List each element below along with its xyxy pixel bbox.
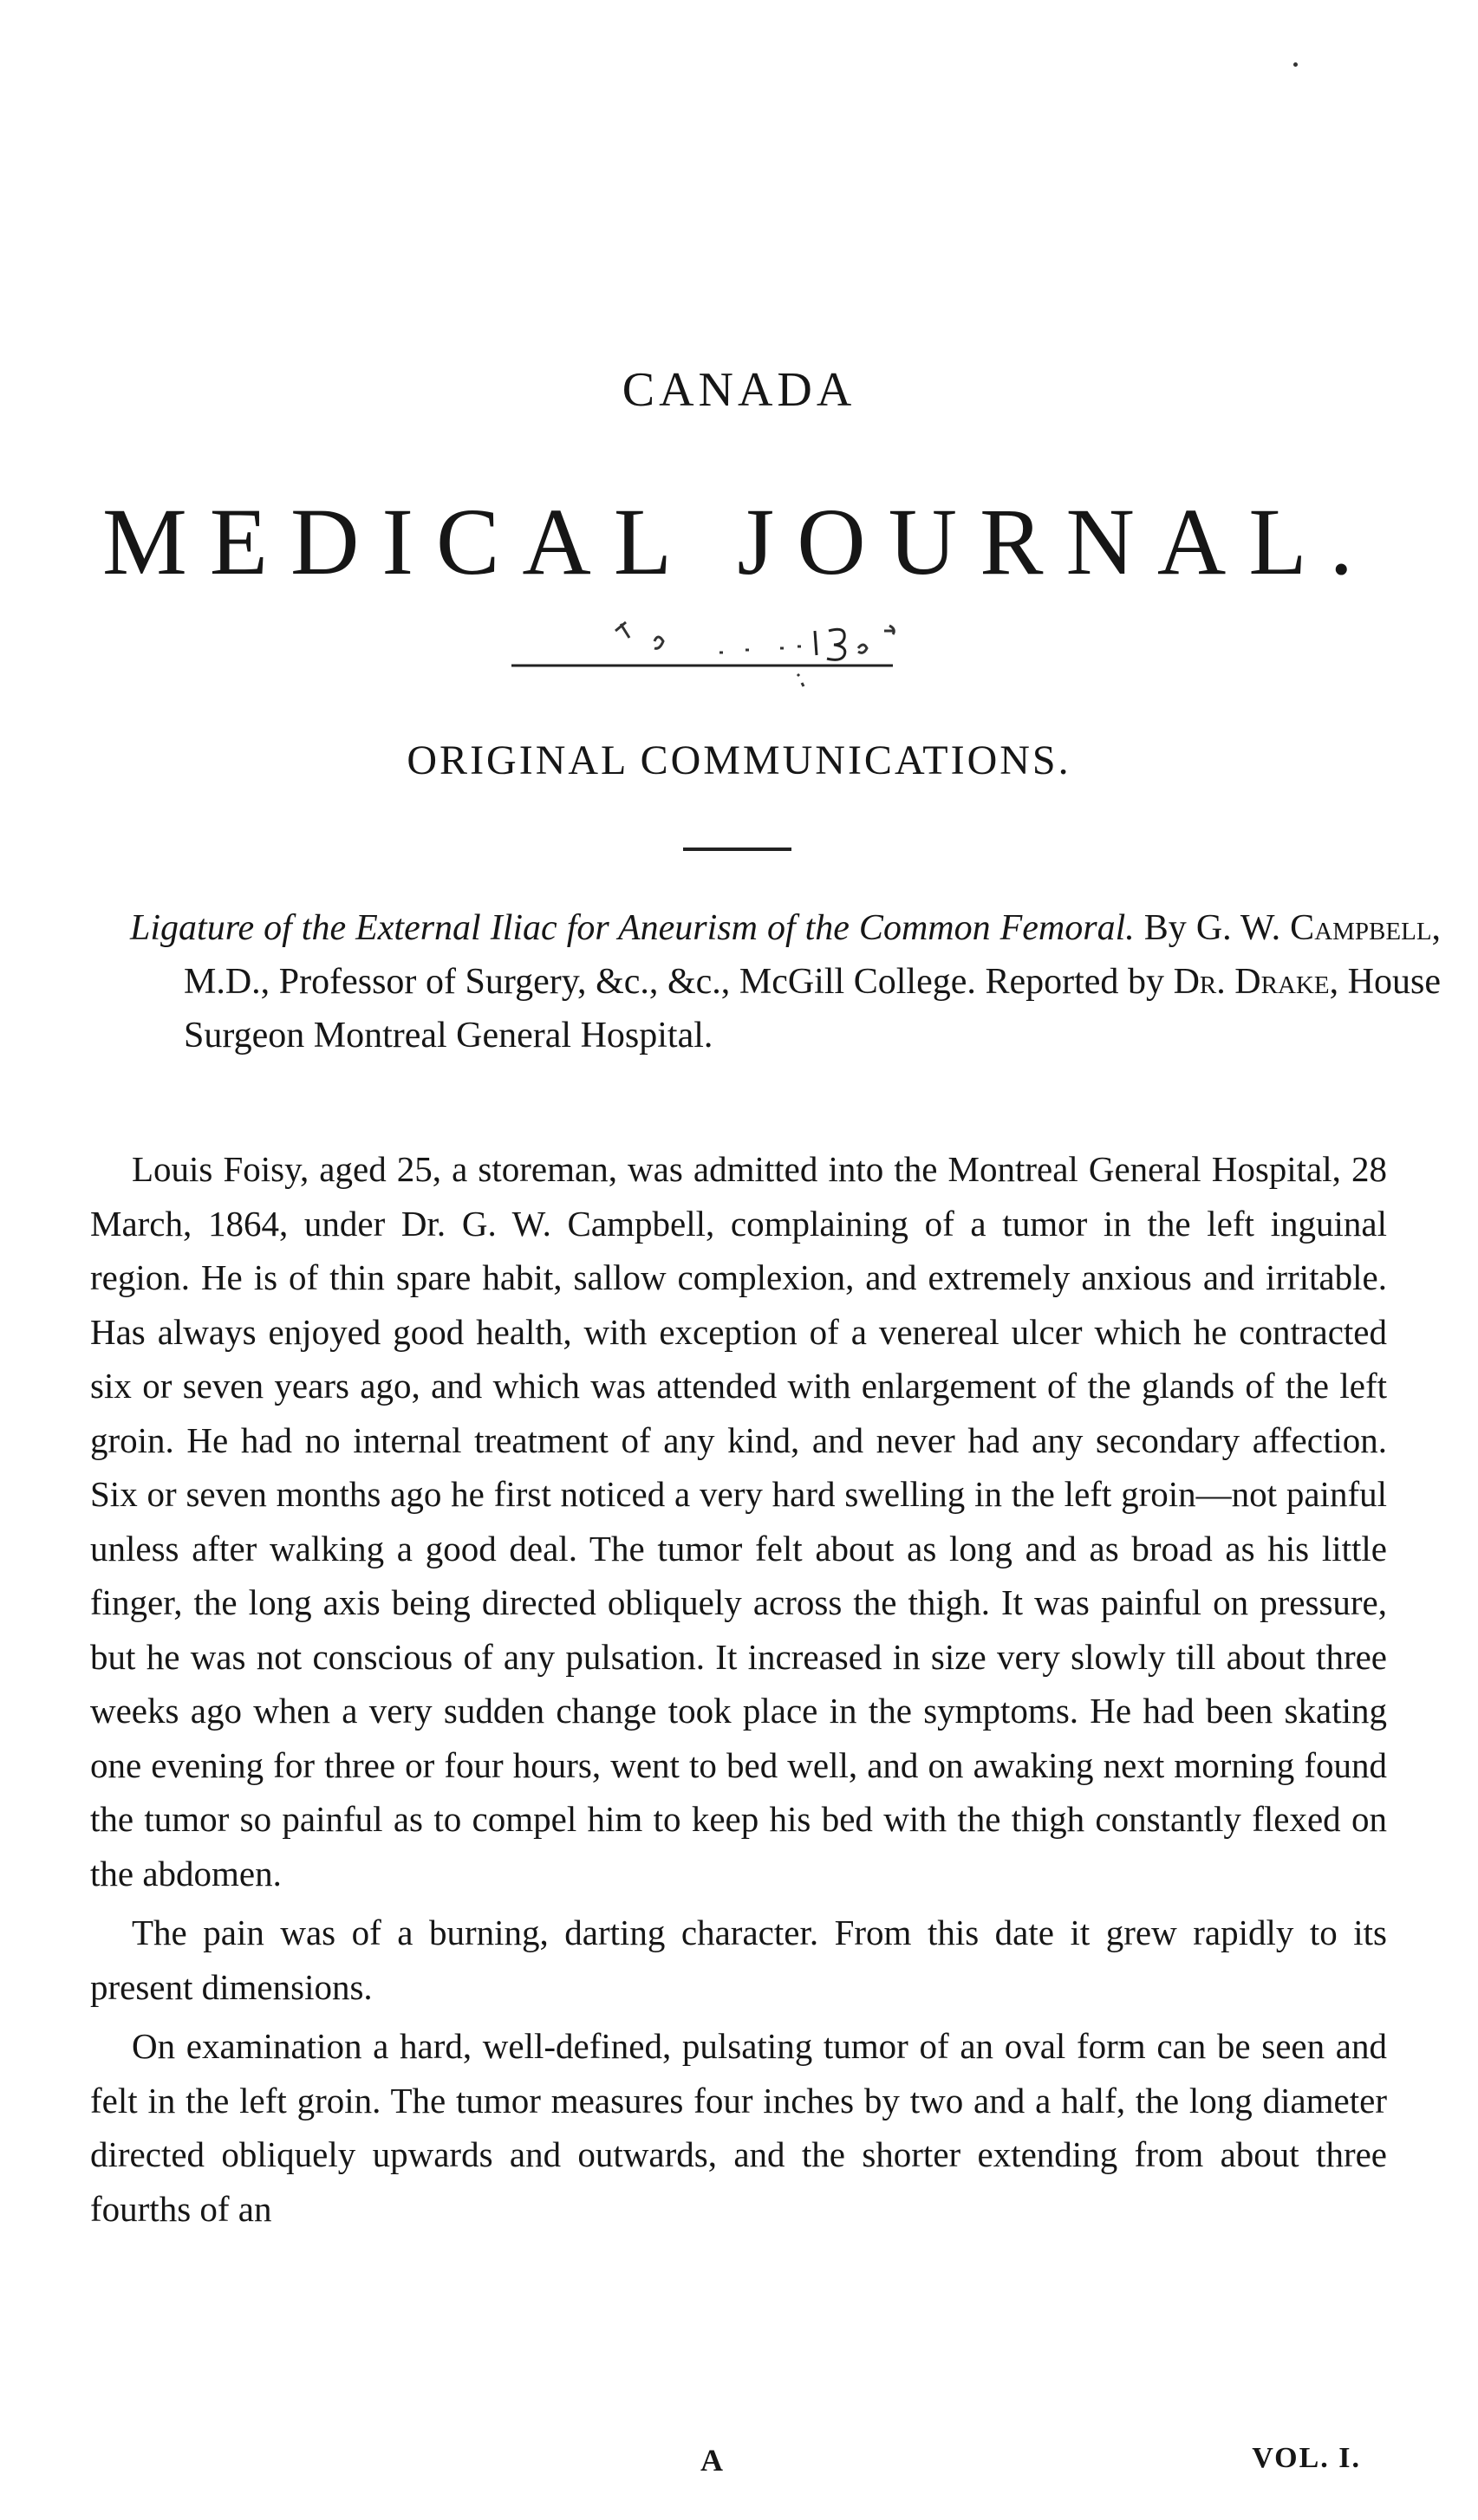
handwritten-shelfmark-mark [503,605,1010,726]
article-body [90,1142,1387,2241]
heading-divider-rule [683,848,791,851]
body-paragraph: The pain was of a burning, darting character. From this date it grew rapidly to its present dimensions. [90,1913,1387,2007]
volume-label: VOL. I. [1252,2442,1361,2474]
body-paragraph: Louis Foisy, aged 25, a storeman, was admitted into the Montreal General Hospital, 28 March, 1864, under Dr. G. W. Campbell, complaining of a tumor in the left inguinal region. He is of thin spare habit, sallow complexion, and extremely anxious and irritable. Has always enjoyed good health, with exception of a venereal ulcer which he contracted six or seven years ago, and which was attended with enlargement of the glands of the left groin. He had no internal treatment of any kind, and never had any secondary affection. Six or seven months ago he first noticed a very hard swelling in the left groin—not painful unless after walking a good deal. The tumor felt about as long and as broad as his little finger, the long axis being directed obliquely across the thigh. It was painful on pressure, but he was not conscious of any pulsation. It increased in size very slowly till about three weeks ago when a very sudden change took place in the symptoms. He had been skating one evening for three or four hours, went to bed well, and on awaking next morning found the tumor so painful as to compel him to keep his bed with the thigh constantly flexed on the abdomen. [90,1149,1387,1893]
author-name: G. W. Campbell [1195,908,1432,948]
page-footer [0,2442,1478,2494]
ink-speck [1293,62,1298,67]
reporter-credentials: , House Surgeon Montreal General Hospital. [184,962,1441,1055]
article-title: Ligature of the External Iliac for Aneurism of the Common Femoral. [130,908,1135,948]
article-title-block [130,901,1441,1062]
article-byline-by: By [1134,908,1187,948]
masthead-country: CANADA [622,363,856,417]
section-heading: ORIGINAL COMMUNICATIONS. [407,737,1071,783]
masthead-title: MEDICAL JOURNAL. [101,489,1377,594]
body-paragraph: On examination a hard, well-defined, pulsating tumor of an oval form can be seen and felt in the left groin. The tumor measures four inches by two and a half, the long diameter directed obliquely upwards and outwards, and the shorter extending from about three fourths of an [90,2026,1387,2229]
reporter-name: Dr. Drake [1173,962,1330,1002]
signature-mark: A [700,2443,723,2478]
author-credentials: , M.D., Professor of Surgery, &c., &c., McGill College. Reported by [184,908,1442,1002]
